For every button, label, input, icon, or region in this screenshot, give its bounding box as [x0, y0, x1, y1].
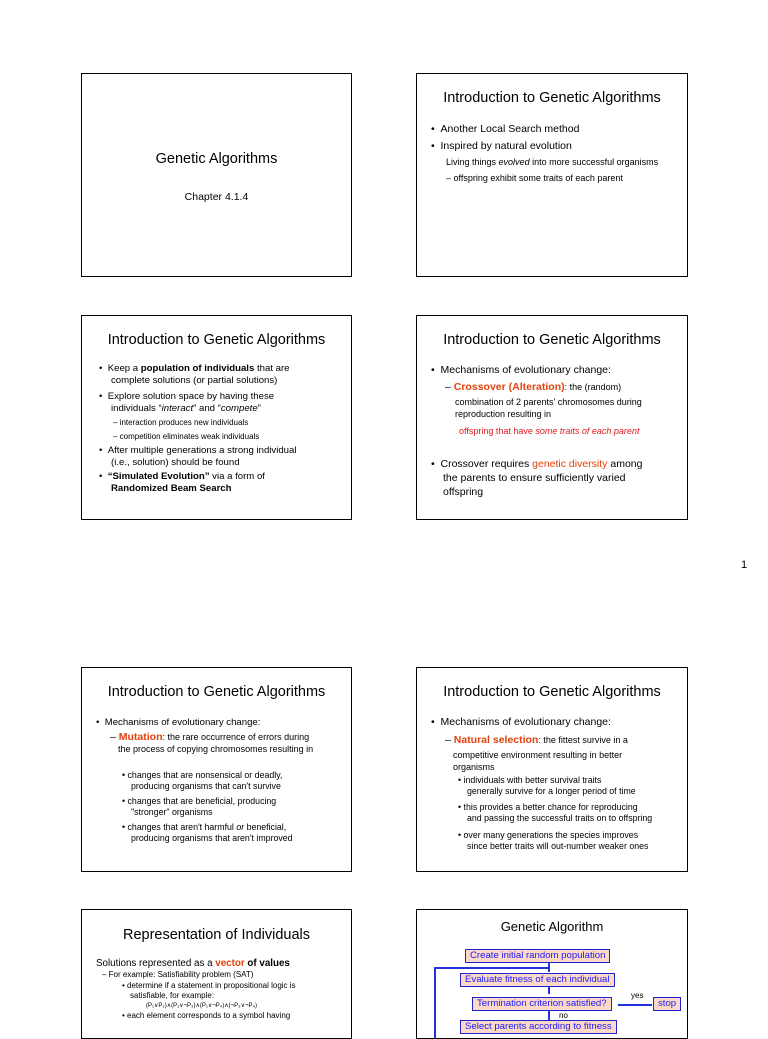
bullet: • After multiple generations a strong individual — [99, 445, 297, 456]
bullet: • Explore solution space by having these — [99, 391, 275, 402]
sub-cont: combination of 2 parents' chromosomes during — [455, 397, 642, 407]
sub-sub-bullet: • this provides a better chance for reproducing — [458, 802, 638, 812]
sub-sub-cont: satisfiable, for example: — [130, 991, 215, 1000]
bullet: • Crossover requires genetic diversity among — [431, 458, 643, 470]
bullet-cont: offspring — [443, 486, 484, 498]
flow-arrow — [548, 1010, 550, 1020]
bullet: • Inspired by natural evolution — [431, 140, 572, 152]
sub-cont: reproduction resulting in — [455, 409, 552, 419]
slide-title: Genetic Algorithm — [500, 919, 604, 934]
slide-title: Representation of Individuals — [122, 927, 310, 943]
slide-title: Genetic Algorithms — [155, 151, 278, 167]
sub-sub-cont: and passing the successful traits on to offspring — [467, 813, 653, 823]
line: Solutions represented as a vector of values — [96, 958, 290, 969]
bullet: • Mechanisms of evolutionary change: — [96, 717, 261, 728]
sub-sub-cont: producing organisms that aren't improved — [131, 833, 293, 843]
select-parents-box: Select parents according to fitness — [460, 1020, 617, 1034]
bullet-cont: (i.e., solution) should be found — [111, 457, 240, 468]
bullet: • “Simulated Evolution” via a form of — [99, 471, 265, 482]
no-label: no — [559, 1011, 568, 1020]
sub-sub-cont: "stronger" organisms — [131, 807, 213, 817]
bullet-cont: individuals “interact” and “compete” — [111, 403, 261, 414]
termination-box: Termination criterion satisfied? — [472, 997, 612, 1011]
slide-title: Introduction to Genetic Algorithms — [443, 684, 661, 700]
sub-sub-cont: producing organisms that can't survive — [131, 781, 281, 791]
bullet: • Another Local Search method — [431, 123, 580, 135]
sub-cont: the process of copying chromosomes resulting in — [118, 744, 314, 754]
sub-bullet: – Crossover (Alteration): the (random) — [445, 381, 622, 393]
bullet-cont: the parents to ensure sufficiently varied — [443, 472, 626, 484]
flow-arrow — [548, 962, 550, 972]
slide-intro-ga-crossover — [416, 315, 688, 520]
bullet-cont: Randomized Beam Search — [111, 483, 232, 494]
loop-line-top — [434, 967, 548, 969]
highlight-line: offspring that have some traits of each parent — [459, 426, 640, 436]
sub-sub-cont: since better traits will out-number weaker ones — [467, 841, 649, 851]
sub-bullet: – Mutation: the rare occurrence of errors during — [110, 731, 310, 743]
page-number: 1 — [741, 559, 748, 571]
sub-line: – For example: Satisfiability problem (SAT) — [102, 970, 254, 979]
bullet-cont: complete solutions (or partial solutions) — [111, 375, 278, 386]
formula: (P₁∨P₂)∧(P₁∨¬P₃)∧(P₁∨¬P₄)∧(¬P₃∨¬P₄) — [146, 1003, 257, 1009]
stop-box: stop — [653, 997, 681, 1011]
sub-line: Living things evolved into more successful organisms — [446, 157, 659, 167]
loop-line — [434, 967, 436, 1039]
sub-sub-cont: generally survive for a longer period of time — [467, 786, 636, 796]
sub-sub-bullet: • over many generations the species improves — [458, 830, 639, 840]
slide-intro-ga-selection — [416, 667, 688, 872]
sub-bullet: – Natural selection: the fittest survive in a — [445, 734, 628, 746]
yes-arrow — [618, 1004, 652, 1006]
yes-label: yes — [631, 991, 644, 1000]
slide-intro-ga-2 — [81, 315, 352, 520]
sub-sub-bullet: • individuals with better survival traits — [458, 775, 602, 785]
sub-sub-bullet: • changes that are nonsensical or deadly, — [122, 770, 283, 780]
slide-title: Introduction to Genetic Algorithms — [443, 90, 661, 106]
bullet: • Mechanisms of evolutionary change: — [431, 364, 611, 376]
sub-line: – competition eliminates weak individuals — [113, 432, 260, 441]
slide-representation — [81, 909, 352, 1039]
slide-title: Introduction to Genetic Algorithms — [443, 332, 661, 348]
sub-sub-bullet: • changes that aren't harmful or beneficial, — [122, 822, 287, 832]
slide-title: Introduction to Genetic Algorithms — [107, 332, 326, 348]
sub-line: – interaction produces new individuals — [113, 418, 249, 427]
sub-sub-line: • each element corresponds to a symbol having — [122, 1011, 291, 1020]
evaluate-fitness-box: Evaluate fitness of each individual — [460, 973, 615, 987]
slide-intro-ga-mutation — [81, 667, 352, 872]
slide-subtitle: Chapter 4.1.4 — [184, 191, 249, 203]
slide-genetic-algorithms-title — [81, 73, 352, 277]
slide-title: Introduction to Genetic Algorithms — [107, 684, 326, 700]
sub-cont: organisms — [453, 762, 495, 772]
sub-sub-line: • determine if a statement in propositional logic is — [122, 981, 296, 990]
sub-cont: competitive environment resulting in better — [453, 750, 623, 760]
slide-ga-flowchart — [416, 909, 688, 1039]
sub-sub-bullet: • changes that are beneficial, producing — [122, 796, 277, 806]
bullet: • Mechanisms of evolutionary change: — [431, 716, 611, 728]
create-population-box: Create initial random population — [465, 949, 610, 963]
sub-line: – offspring exhibit some traits of each parent — [446, 173, 623, 183]
slide-intro-ga-1 — [416, 73, 688, 277]
bullet: • Keep a population of individuals that are — [99, 363, 290, 374]
